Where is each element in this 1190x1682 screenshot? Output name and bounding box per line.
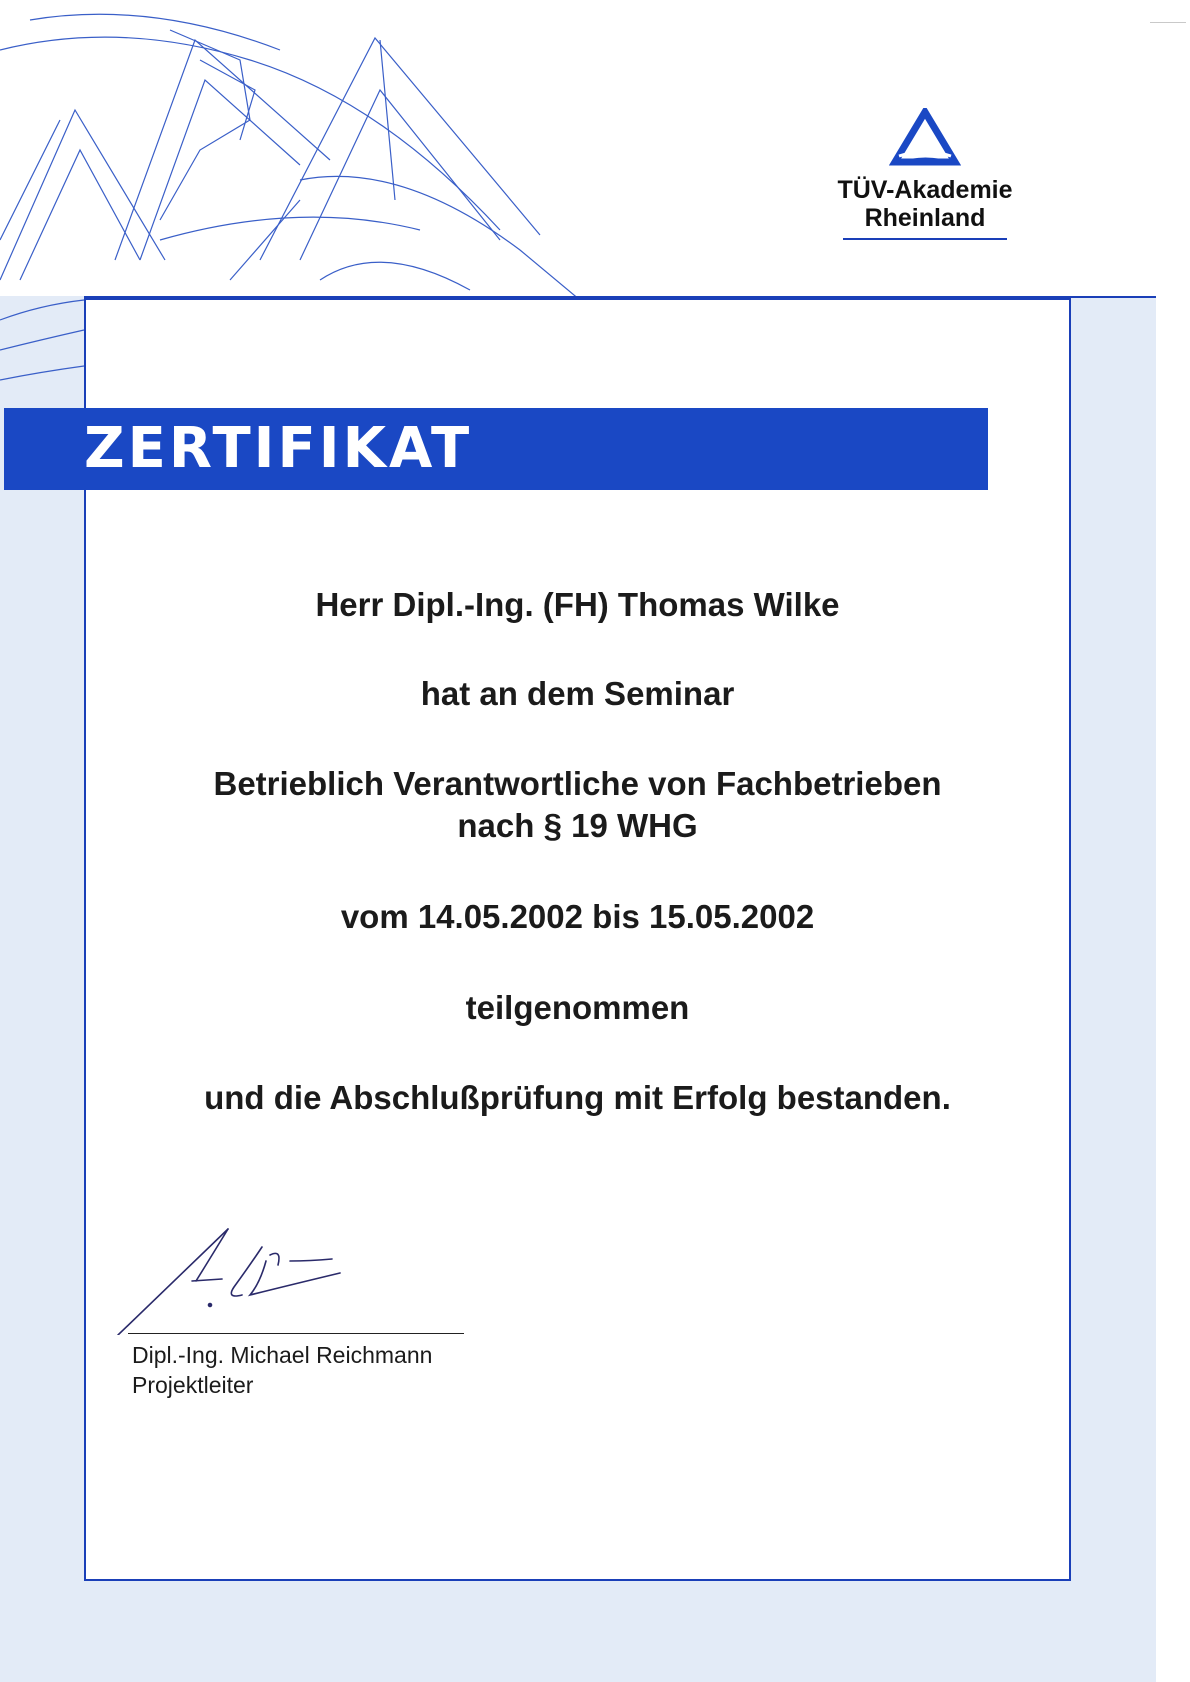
tuv-logo: [820, 108, 1030, 248]
signatory-name: Dipl.-Ing. Michael Reichmann: [132, 1342, 433, 1368]
seminar-title-line2: nach § 19 WHG: [457, 807, 698, 844]
intro-text: hat an dem Seminar: [420, 675, 735, 712]
recipient-name: Herr Dipl.-Ing. (FH) Thomas Wilke: [315, 586, 840, 623]
title-band: [4, 408, 988, 490]
exam-result-text: und die Abschlußprüfung mit Erfolg bestanden.: [204, 1079, 951, 1116]
corner-mark: [1150, 22, 1186, 23]
logo-name-line1: TÜV-Akademie: [837, 176, 1013, 204]
participation-text: teilgenommen: [465, 989, 690, 1026]
logo-name-line2: Rheinland: [864, 204, 986, 232]
seminar-title-line1: Betrieblich Verantwortliche von Fachbetrieben: [213, 765, 942, 802]
certificate-title: ZERTIFIKAT: [84, 416, 473, 481]
seminar-dates: vom 14.05.2002 bis 15.05.2002: [340, 898, 815, 935]
signature-line: [128, 1333, 464, 1334]
logo-underline: [843, 238, 1007, 240]
signatory-role: Projektleiter: [132, 1372, 254, 1398]
handwritten-signature: [110, 1225, 470, 1335]
tuv-triangle-icon: [889, 108, 961, 170]
